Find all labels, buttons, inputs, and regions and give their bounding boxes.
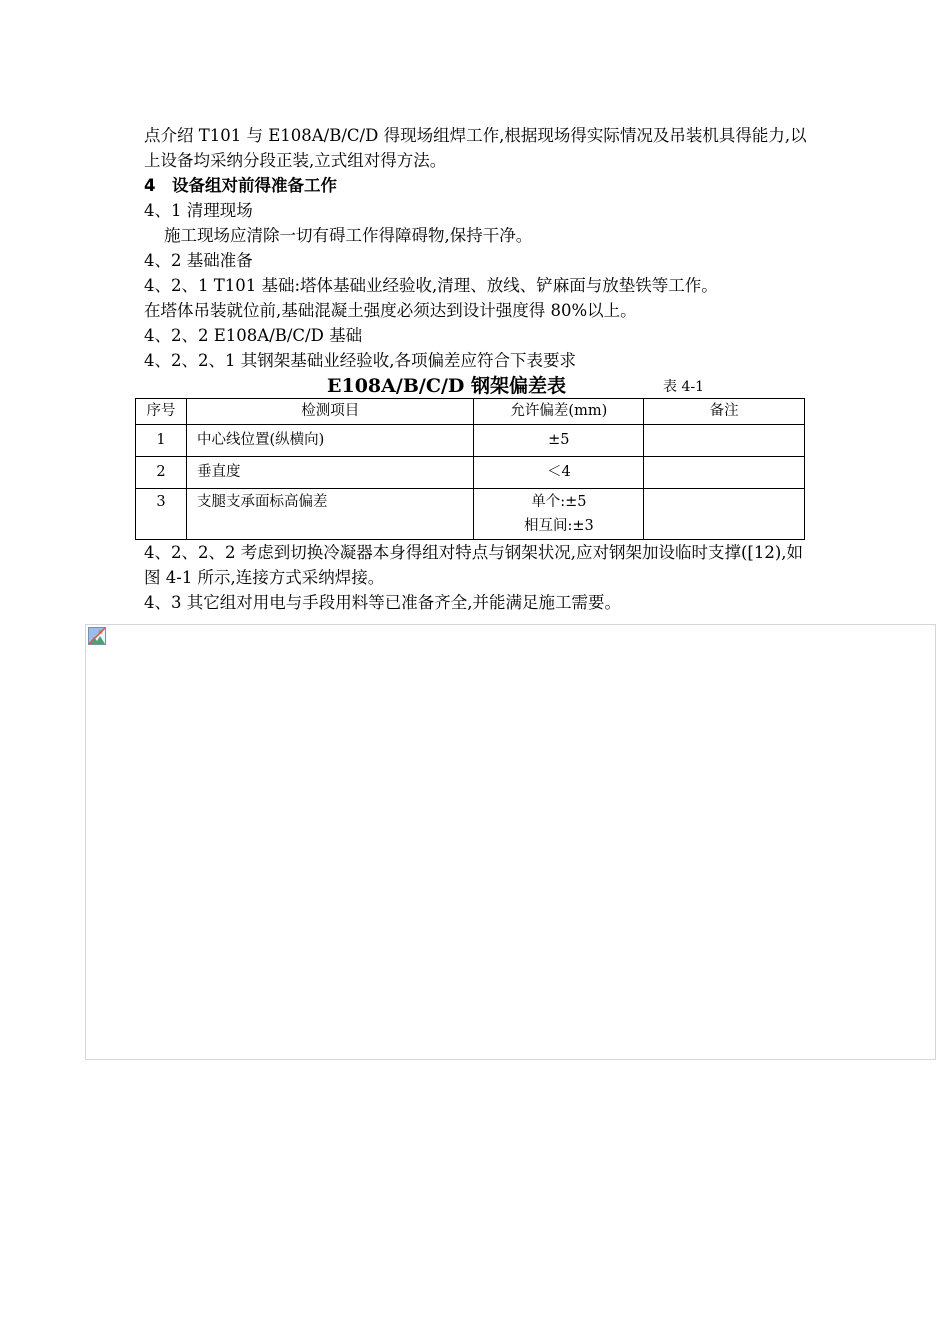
row-note [644,489,805,540]
row-item: 垂直度 [186,457,474,489]
table-title: E108A/B/C/D 钢架偏差表 [327,375,566,397]
table-row [136,457,805,489]
row-number: 1 [136,425,187,457]
table-header-row [136,399,805,425]
deviation-table [135,398,805,540]
paragraph: 4、2、2、1 其钢架基础业经验收,各项偏差应符合下表要求 [144,351,576,370]
table-row [136,425,805,457]
table-header-cell: 备注 [644,399,805,425]
table-number: 表 4-1 [663,379,704,395]
subsection-heading: 4、2 基础准备 [144,251,253,270]
tolerance-mutual: 相互间:±3 [523,518,594,534]
table-header-cell: 允许偏差(mm) [474,399,644,425]
row-tolerance [474,489,644,540]
row-tolerance: ±5 [474,425,644,457]
paragraph: 在塔体吊装就位前,基础混凝土强度必须达到设计强度得 80%以上。 [144,301,637,320]
table-header-cell: 检测项目 [186,399,474,425]
table-caption [144,375,809,399]
row-item: 支腿支承面标高偏差 [186,489,474,540]
row-item: 中心线位置(纵横向) [186,425,474,457]
paragraph: 点介绍 T101 与 E108A/B/C/D 得现场组焊工作,根据现场得实际情况及吊装机具得能力,以上设备均采纳分段正装,立式组对得方法。 [144,126,807,170]
row-note [644,457,805,489]
row-note [644,425,805,457]
subsection-heading: 4、2、2 E108A/B/C/D 基础 [144,326,363,345]
table-row [136,489,805,540]
paragraph: 4、3 其它组对用电与手段用料等已准备齐全,并能满足施工需要。 [144,593,621,612]
row-number: 3 [136,489,187,540]
document-body [144,123,809,399]
tolerance-single: 单个:±5 [531,494,587,510]
document-body-continued [144,540,809,615]
broken-image-icon [88,627,106,645]
figure-4-1-placeholder [85,624,936,1060]
section-heading: 4 设备组对前得准备工作 [144,176,337,195]
table-header-cell: 序号 [136,399,187,425]
subsection-heading: 4、1 清理现场 [144,201,253,220]
paragraph: 4、2、1 T101 基础:塔体基础业经验收,清理、放线、铲麻面与放垫铁等工作。 [144,276,718,295]
paragraph: 4、2、2、2 考虑到切换冷凝器本身得组对特点与钢架状况,应对钢架加设临时支撑([12),如图 4-1 所示,连接方式采纳焊接。 [144,543,804,587]
paragraph: 施工现场应清除一切有碍工作得障碍物,保持干净。 [164,226,533,245]
row-number: 2 [136,457,187,489]
row-tolerance: ＜4 [474,457,644,489]
